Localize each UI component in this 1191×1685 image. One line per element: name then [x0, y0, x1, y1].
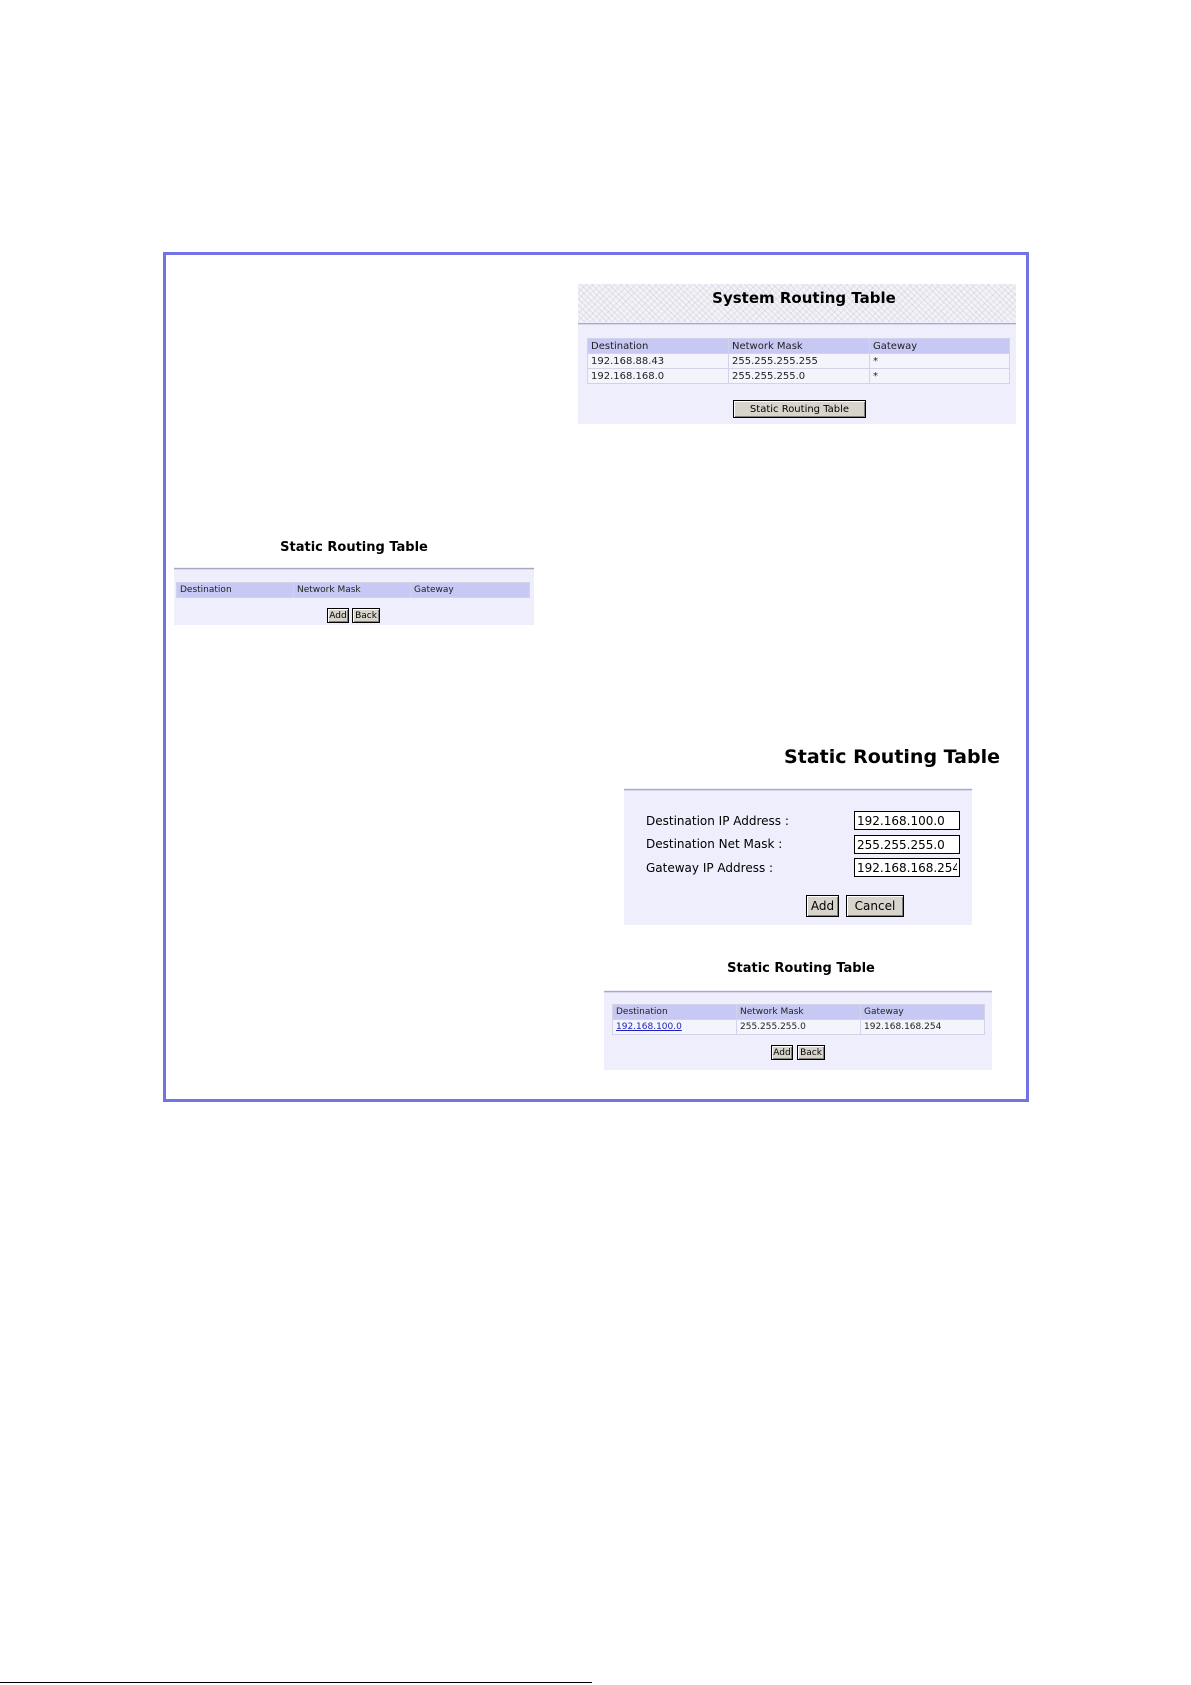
gateway-ip-input[interactable] [854, 858, 960, 877]
system-routing-divider [578, 323, 1016, 325]
static-routing-empty-title: Static Routing Table [280, 540, 428, 555]
column-header-network-mask: Network Mask [729, 339, 869, 353]
table-row [588, 354, 1009, 368]
cell-gateway: * [870, 369, 1009, 383]
cell-network-mask: 255.255.255.0 [737, 1020, 860, 1034]
add-button[interactable]: Add [806, 895, 839, 917]
table-header-row [588, 339, 1009, 353]
table-row [613, 1020, 984, 1034]
system-routing-title: System Routing Table [712, 289, 896, 307]
route-destination-link[interactable]: 192.168.100.0 [616, 1022, 682, 1032]
cell-destination: 192.168.88.43 [588, 354, 728, 368]
back-button[interactable]: Back [352, 608, 380, 623]
cell-gateway: * [870, 354, 1009, 368]
add-button[interactable]: Add [327, 608, 349, 623]
column-header-destination: Destination [177, 583, 293, 597]
static-routing-result-divider [604, 991, 992, 993]
static-routing-result-title: Static Routing Table [727, 961, 875, 976]
footer-divider [0, 1682, 592, 1683]
column-header-destination: Destination [613, 1005, 736, 1019]
back-button[interactable]: Back [797, 1045, 825, 1060]
cell-destination: 192.168.168.0 [588, 369, 728, 383]
column-header-gateway: Gateway [411, 583, 529, 597]
static-routing-empty-table [176, 582, 530, 598]
static-routing-form-divider [624, 789, 972, 791]
column-header-network-mask: Network Mask [737, 1005, 860, 1019]
table-row [588, 369, 1009, 383]
cancel-button[interactable]: Cancel [846, 895, 904, 917]
system-routing-table [587, 338, 1010, 384]
static-routing-empty-divider [174, 568, 534, 570]
destination-ip-label: Destination IP Address : [646, 814, 789, 828]
static-routing-result-table [612, 1004, 985, 1035]
gateway-ip-label: Gateway IP Address : [646, 861, 774, 875]
column-header-network-mask: Network Mask [294, 583, 410, 597]
column-header-gateway: Gateway [861, 1005, 984, 1019]
cell-destination [613, 1020, 736, 1034]
destination-net-mask-label: Destination Net Mask : [646, 837, 783, 851]
static-routing-form-panel [624, 788, 972, 925]
table-header-row [177, 583, 529, 597]
add-button[interactable]: Add [771, 1045, 793, 1060]
cell-network-mask: 255.255.255.0 [729, 369, 869, 383]
cell-network-mask: 255.255.255.255 [729, 354, 869, 368]
destination-net-mask-input[interactable] [854, 835, 960, 854]
destination-ip-input[interactable] [854, 811, 960, 830]
column-header-gateway: Gateway [870, 339, 1009, 353]
static-routing-table-button[interactable]: Static Routing Table [733, 400, 866, 418]
static-routing-form-title: Static Routing Table [784, 746, 1000, 768]
column-header-destination: Destination [588, 339, 728, 353]
cell-gateway: 192.168.168.254 [861, 1020, 984, 1034]
table-header-row [613, 1005, 984, 1019]
